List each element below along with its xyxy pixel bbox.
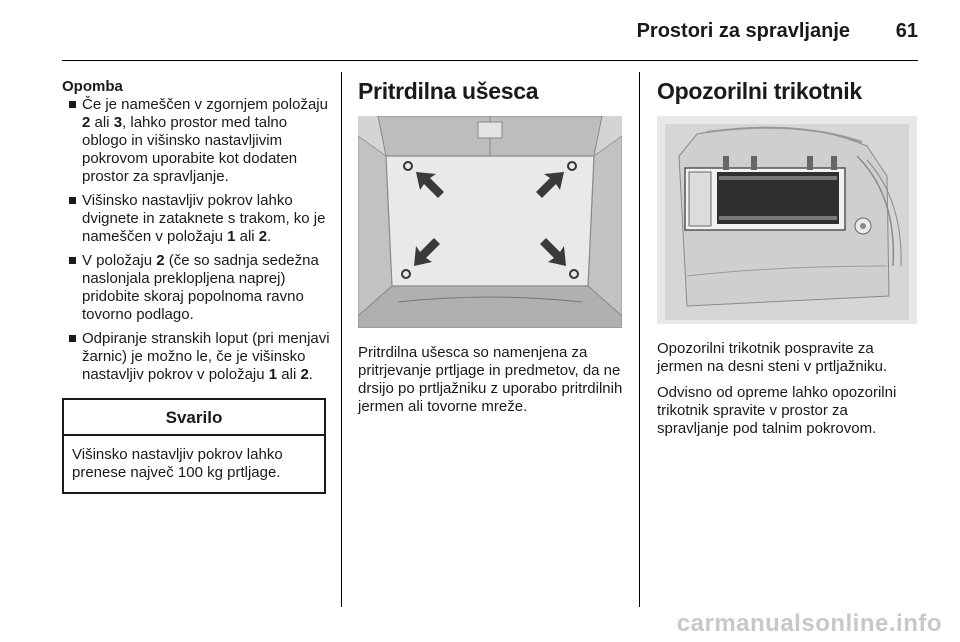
cargo-floor-illustration xyxy=(358,116,622,328)
warning-triangle-paragraph-2: Odvisno od opreme lahko opozorilni trikotnik spravite v prostor za spravljanje pod talnim pokrovom. xyxy=(657,384,897,437)
position-number: 2 xyxy=(82,114,91,131)
watermark: carmanualsonline.info xyxy=(676,610,942,637)
bullet-text: Odpiranje stranskih loput (pri menjavi žarnic) je možno le, če je višinsko nastavljiv pokrov v položaju xyxy=(82,330,330,383)
column-warning-triangle xyxy=(657,78,919,446)
section-title-warning-triangle: Opozorilni trikotnik xyxy=(657,78,862,104)
note-bullet-item xyxy=(62,330,330,384)
position-number: 2 xyxy=(258,228,268,245)
position-number: 3 xyxy=(113,114,123,131)
position-number: 2 xyxy=(156,252,165,269)
bullet-text: V položaju xyxy=(82,252,157,269)
bullet-text: . xyxy=(308,366,313,383)
header-title: Prostori za spravljanje xyxy=(636,20,850,42)
header-rule xyxy=(62,60,918,61)
warning-triangle-storage-illustration xyxy=(657,116,917,324)
bullet-text: Če je nameščen v zgornjem položaju xyxy=(82,96,328,113)
column-divider-2 xyxy=(639,72,640,607)
section-title-tie-down-eyes: Pritrdilna ušesca xyxy=(358,78,539,104)
column-note xyxy=(62,78,330,494)
note-bullet-item xyxy=(62,192,330,246)
warning-text: Višinsko nastavljiv pokrov lahko prenese največ 100 kg prtljage. xyxy=(72,446,283,481)
bullet-text: ali xyxy=(277,366,301,383)
warning-box xyxy=(62,398,326,494)
tie-down-eyes-paragraph: Pritrdilna ušesca so namenjena za pritrjevanje prtljage in predmetov, da ne drsijo po prtljažniku z uporabo pritrdilnih jermen ali tovorne mreže. xyxy=(358,344,623,415)
position-number: 1 xyxy=(227,228,236,245)
column-divider-1 xyxy=(341,72,342,607)
position-number: 1 xyxy=(268,366,278,383)
column-tie-down-eyes xyxy=(358,78,624,424)
position-number: 2 xyxy=(300,366,309,383)
bullet-text: ali xyxy=(90,114,114,131)
page-number: 61 xyxy=(895,20,918,42)
warning-triangle-paragraph-1: Opozorilni trikotnik pospravite za jermen na desni steni v prtljažniku. xyxy=(657,340,888,375)
bullet-text: ali xyxy=(235,228,259,245)
bullet-text: (če so sadnja sedežna naslonjala preklopljena naprej) pridobite skoraj popolnoma ravno tovorno podlago. xyxy=(82,252,319,323)
note-bullet-list xyxy=(62,96,330,384)
note-label: Opomba xyxy=(62,78,123,95)
warning-title: Svarilo xyxy=(64,400,324,436)
bullet-text: , lahko prostor med talno oblogo in višinsko nastavljivim pokrovom uporabite kot dodaten prostor za spravljanje. xyxy=(82,114,298,185)
bullet-text: . xyxy=(267,228,272,245)
bullet-text: Višinsko nastavljiv pokrov lahko dvignete in zataknete s trakom, ko je nameščen v položaju xyxy=(82,192,326,245)
note-bullet-item xyxy=(62,252,330,324)
note-bullet-item xyxy=(62,96,330,186)
